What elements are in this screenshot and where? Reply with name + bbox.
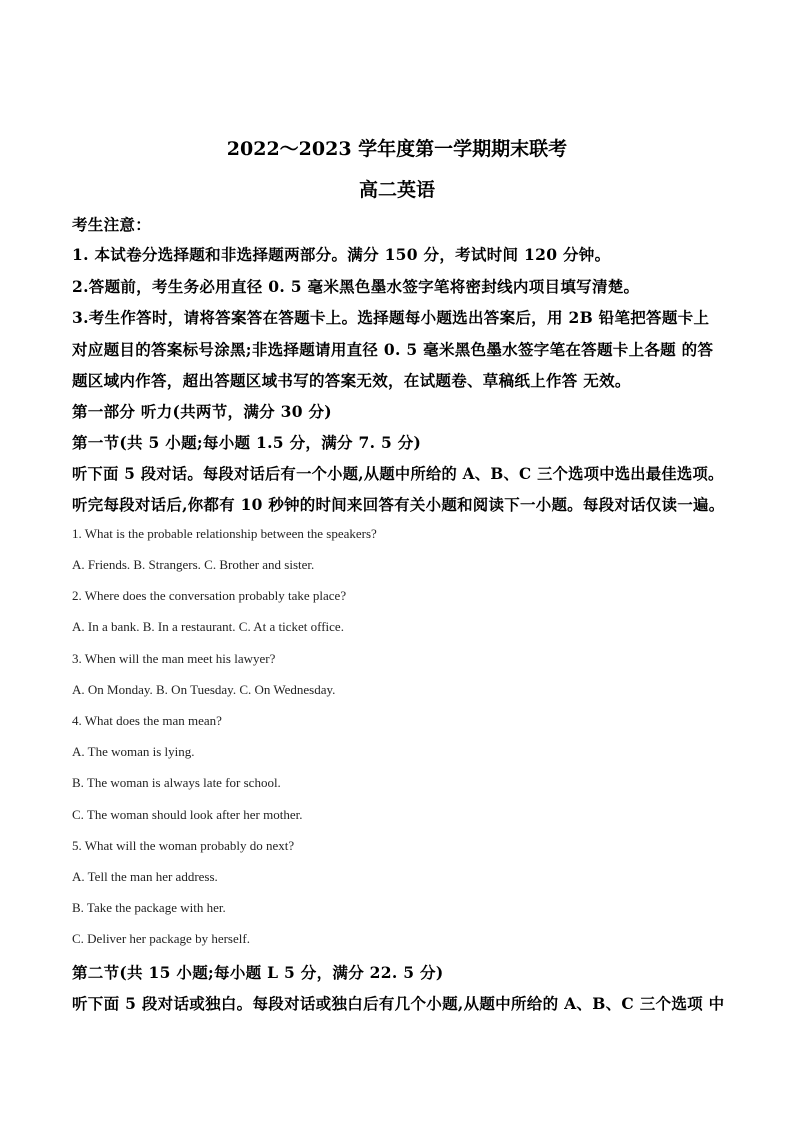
part1-heading: 第一部分 听力(共两节，满分 30 分) [72,402,332,421]
question-option: B. Take the package with her. [72,900,226,915]
question-option: C. The woman should look after her mother. [72,807,303,822]
section1-heading: 第一节(共 5 小题;每小题 1.5 分，满分 7. 5 分) [72,433,422,452]
exam-subject: 高二英语 [358,179,435,201]
question-stem: 4. What does the man mean? [72,713,222,728]
question-stem: 2. Where does the conversation probably take place? [72,588,347,603]
question-stem: 5. What will the woman probably do next? [72,838,295,853]
question-stem: 1. What is the probable relationship between the speakers? [72,526,377,541]
question-option: B. The woman is always late for school. [72,775,281,790]
notice-heading: 考生注意： [72,215,152,234]
section2-instruction: 听下面 5 段对话或独白。每段对话或独白后有几个小题,从题中所给的 A、B、C 三个选项 中 [72,994,725,1013]
notice-item: 2.答题前，考生务必用直径 0. 5 毫米黑色墨水签字笔将密封线内项目填写清楚。 [72,277,640,296]
question-options: A. In a bank. B. In a restaurant. C. At a ticket office. [72,619,344,634]
section1-instruction: 听下面 5 段对话。每段对话后有一个小题,从题中所给的 A、B、C 三个选项中选出最佳选项。 [72,464,724,483]
question-stem: 3. When will the man meet his lawyer? [72,651,276,666]
notice-item: 对应题目的答案标号涂黑;非选择题请用直径 0. 5 毫米黑色墨水签字笔在答题卡上各题 的答 [72,340,714,359]
notice-item: 题区域内作答，超出答题区域书写的答案无效，在试题卷、草稿纸上作答 无效。 [72,371,631,390]
notice-item: 3.考生作答时，请将答案答在答题卡上。选择题每小题选出答案后，用 2B 铅笔把答题卡上 [72,308,710,327]
exam-title: 2022～2023 学年度第一学期期末联考 [226,138,568,160]
section2-heading: 第二节(共 15 小题;每小题 L 5 分，满分 22. 5 分) [72,963,444,982]
question-option: A. Tell the man her address. [72,869,218,884]
notice-item: 1. 本试卷分选择题和非选择题两部分。满分 150 分，考试时间 120 分钟。 [72,245,611,264]
section1-instruction: 听完每段对话后,你都有 10 秒钟的时间来回答有关小题和阅读下一小题。每段对话仅读一遍。 [72,495,725,514]
question-option: A. The woman is lying. [72,744,195,759]
question-option: C. Deliver her package by herself. [72,931,250,946]
question-options: A. On Monday. B. On Tuesday. C. On Wednesday. [72,682,336,697]
question-options: A. Friends. B. Strangers. C. Brother and sister. [72,557,315,572]
